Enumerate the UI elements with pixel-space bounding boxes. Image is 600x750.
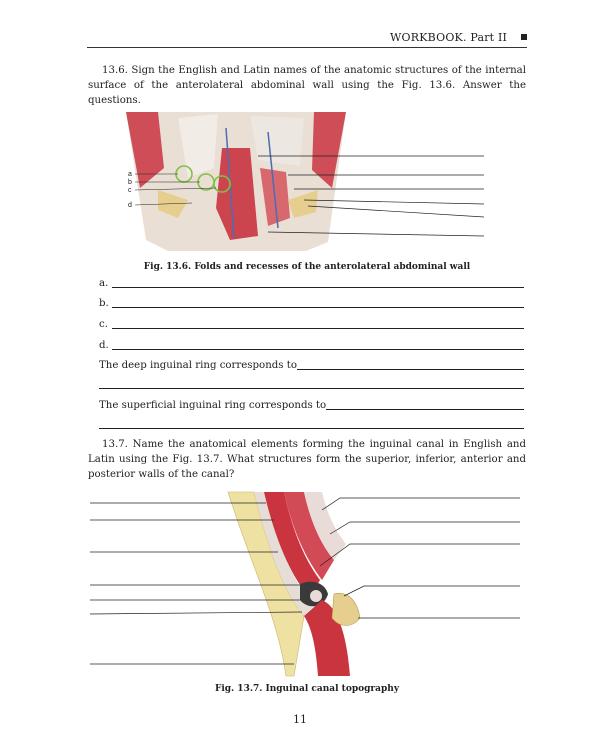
header-rule: [87, 47, 527, 48]
pubic-bone: [332, 593, 360, 625]
leader-left-6: [90, 612, 302, 614]
fig-label-b: b: [128, 179, 132, 186]
answer-line-d[interactable]: [112, 349, 524, 350]
answer-line-a[interactable]: [112, 287, 524, 288]
superficial-ring-line-2[interactable]: [99, 428, 524, 429]
answer-line-b[interactable]: [112, 307, 524, 308]
fig-label-c: c: [128, 187, 132, 194]
answer-label-c: c.: [99, 319, 108, 330]
figure-13-7-caption: Fig. 13.7. Inguinal canal topography: [214, 684, 400, 694]
figure-13-7: [88, 488, 524, 680]
leader-right-4: [344, 586, 520, 596]
leader-right-1: [322, 498, 520, 510]
page-number: 11: [293, 713, 307, 726]
answer-label-d: d.: [99, 340, 109, 351]
fig-label-d: d: [128, 202, 132, 209]
answer-label-b: b.: [99, 298, 109, 309]
header-title: WORKBOOK. Part II: [390, 31, 508, 44]
peritoneum-right: [250, 116, 304, 166]
task-13-6-intro: 13.6. Sign the English and Latin names of the anatomic structures of the internal surface of the anterolateral abdominal wall using the Fig. 13.6. Answer the questions.: [88, 65, 526, 106]
figure-13-6: [118, 108, 498, 256]
header-square-icon: [521, 34, 527, 40]
superficial-ring-question: The superficial inguinal ring corresponds to: [99, 400, 327, 411]
fig-label-a: a: [128, 171, 132, 178]
deep-ring-question: The deep inguinal ring corresponds to: [99, 360, 297, 371]
deep-ring-line-2[interactable]: [99, 388, 524, 389]
figure-13-6-caption: Fig. 13.6. Folds and recesses of the anterolateral abdominal wall: [143, 262, 471, 272]
leader-right-2: [330, 522, 520, 534]
spermatic-cord: [310, 590, 322, 602]
answer-label-a: a.: [99, 278, 109, 289]
leader-right-3: [320, 544, 520, 566]
answer-line-c[interactable]: [112, 328, 524, 329]
deep-ring-line-1[interactable]: [297, 369, 524, 370]
superficial-ring-line-1[interactable]: [326, 409, 524, 410]
running-header: [390, 31, 527, 44]
task-13-7-intro: 13.7. Name the anatomical elements forming the inguinal canal in English and Latin using the Fig. 13.7. What structures form the superior, inferior, anterior and posterior walls of the canal?: [88, 439, 526, 480]
leader-right-5: [308, 206, 484, 217]
